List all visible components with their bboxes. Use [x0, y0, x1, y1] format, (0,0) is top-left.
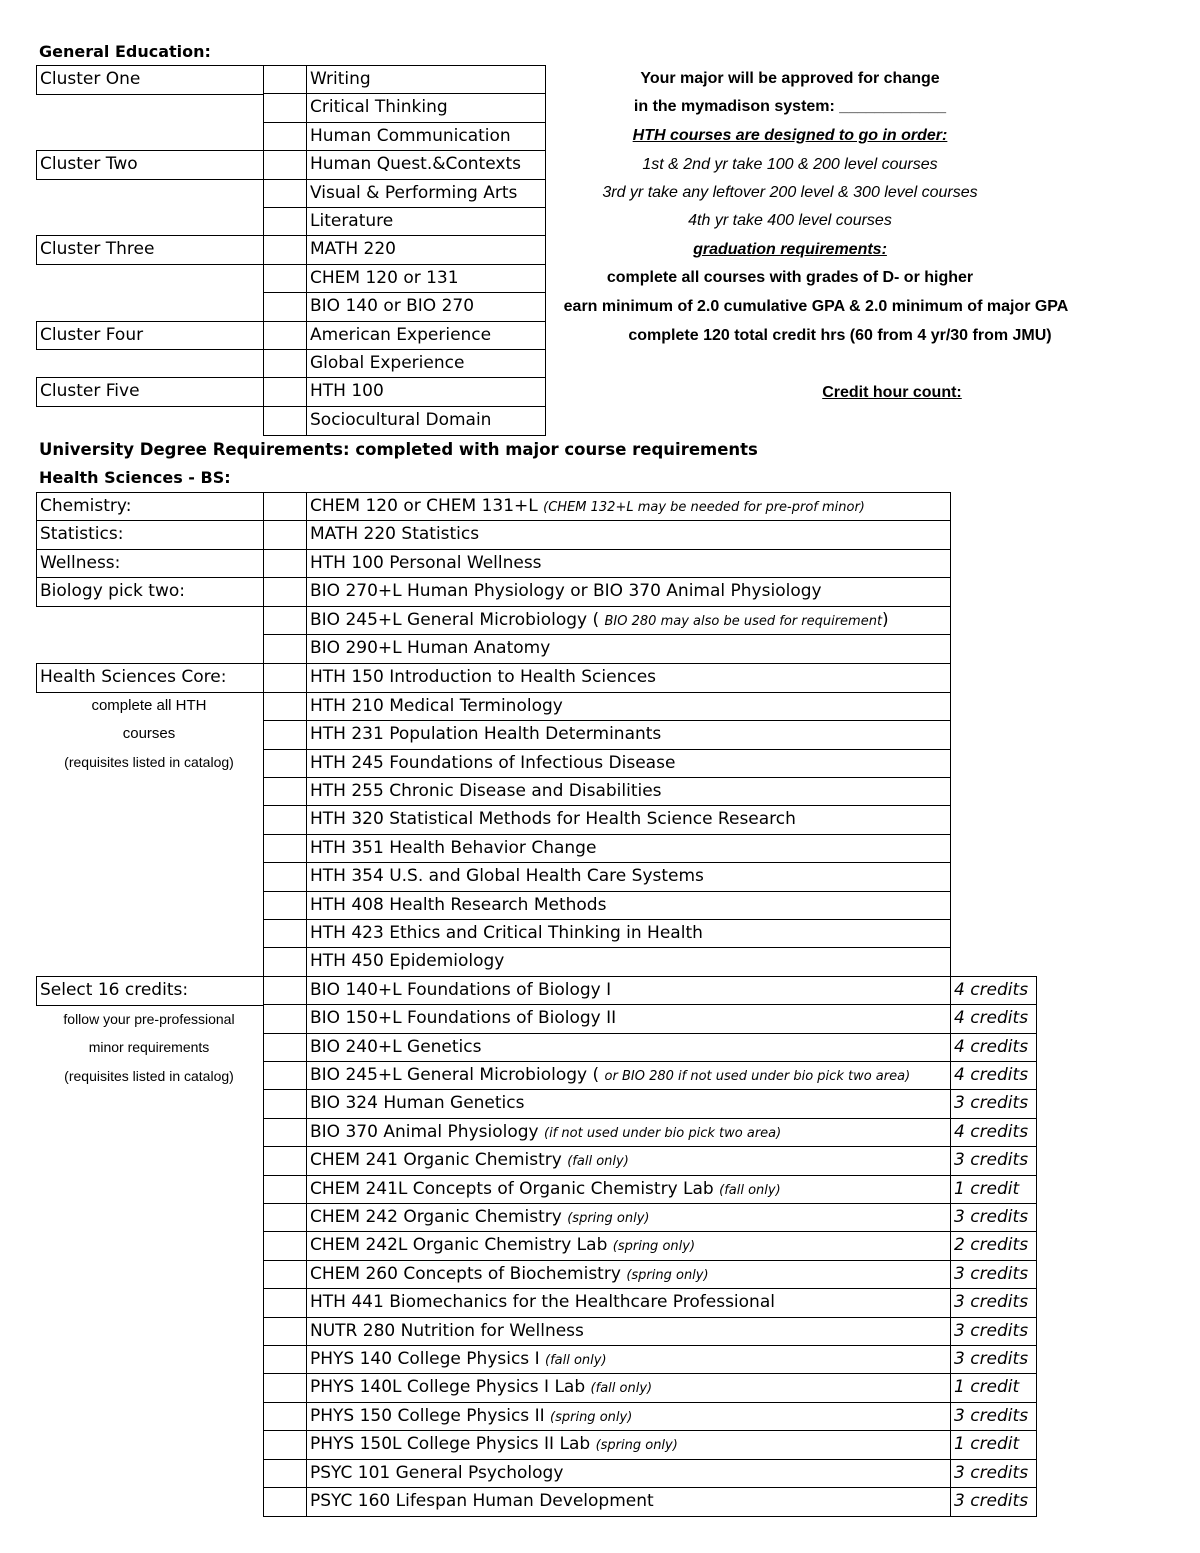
course-note: (spring only)	[612, 1239, 696, 1255]
course-name: CHEM 241L Concepts of Organic Chemistry Lab	[310, 1178, 714, 1199]
credit-value: 3 credits	[950, 1089, 1037, 1119]
check-box-cell	[263, 1288, 307, 1318]
check-box-cell	[263, 1260, 307, 1290]
major-course	[306, 549, 951, 579]
elective-course	[306, 1175, 951, 1205]
core-course	[306, 720, 951, 750]
check-box-cell	[263, 1373, 307, 1403]
core-course	[306, 805, 951, 835]
course-name: HTH 210 Medical Terminology	[310, 695, 563, 716]
check-box-cell	[263, 976, 307, 1006]
check-box-cell	[263, 919, 307, 949]
elective-course	[306, 1430, 951, 1460]
check-box-cell	[263, 663, 307, 693]
credit-value: 3 credits	[950, 1487, 1037, 1517]
elective-course	[306, 1118, 951, 1148]
course-name: BIO 324 Human Genetics	[310, 1093, 525, 1114]
major-course	[306, 577, 951, 607]
course-name: HTH 450 Epidemiology	[310, 951, 505, 972]
check-box-cell	[263, 377, 307, 407]
course-note: (fall only)	[545, 1353, 607, 1368]
elective-course	[306, 1402, 951, 1432]
elective-course	[306, 1033, 951, 1063]
core-course	[306, 749, 951, 779]
check-box-cell	[263, 292, 307, 322]
elective-course	[306, 1146, 951, 1176]
check-box-cell	[263, 1203, 307, 1233]
gen-ed-course: Human Communication	[306, 122, 546, 152]
check-box-cell	[263, 1317, 307, 1347]
course-name: MATH 220 Statistics	[310, 524, 480, 545]
check-box-cell	[263, 1061, 307, 1091]
check-box-cell	[263, 1089, 307, 1119]
core-course	[306, 862, 951, 892]
gen-ed-cluster-label: Cluster Two	[36, 150, 264, 180]
check-box-cell	[263, 122, 307, 152]
elective-course	[306, 1231, 951, 1261]
elective-course	[306, 1459, 951, 1489]
order-line-2: 3rd yr take any leftover 200 level & 300 level courses	[602, 184, 978, 201]
credit-value: 3 credits	[950, 1260, 1037, 1290]
check-box-cell	[263, 749, 307, 779]
core-course	[306, 947, 951, 977]
course-name: PHYS 150L College Physics II Lab	[310, 1434, 591, 1455]
elective-course	[306, 976, 951, 1006]
elective-course	[306, 1061, 951, 1091]
course-note: (fall only)	[719, 1182, 781, 1198]
order-line-1: 1st & 2nd yr take 100 & 200 level courses	[642, 156, 938, 173]
grad-line-1: complete all courses with grades of D- or higher	[606, 269, 974, 286]
major-course	[306, 520, 951, 550]
check-box-cell	[263, 777, 307, 807]
course-name: HTH 231 Population Health Determinants	[310, 724, 662, 745]
gen-ed-course: HTH 100	[306, 377, 546, 407]
elective-course	[306, 1288, 951, 1318]
core-side-line-3: (requisites listed in catalog)	[64, 754, 234, 770]
course-name: PSYC 160 Lifespan Human Development	[310, 1491, 654, 1511]
check-box-cell	[263, 1118, 307, 1148]
check-box-cell	[263, 947, 307, 977]
elective-course	[306, 1345, 951, 1375]
gen-ed-course: Global Experience	[306, 349, 546, 379]
gen-ed-course: MATH 220	[306, 235, 546, 265]
requirement-label: Wellness:	[36, 549, 264, 579]
check-box-cell	[263, 264, 307, 294]
course-note: (fall only)	[567, 1154, 629, 1170]
grad-heading: graduation requirements:	[693, 241, 887, 258]
check-box-cell	[263, 1402, 307, 1432]
course-name: HTH 351 Health Behavior Change	[310, 837, 597, 858]
check-box-cell	[263, 321, 307, 351]
check-box-cell	[263, 634, 307, 664]
university-requirements: University Degree Requirements: completed with major course requirements	[39, 440, 758, 459]
health-sciences-title: Health Sciences - BS:	[39, 468, 231, 487]
approval-line-2: in the mymadison system: ____________	[633, 98, 947, 115]
grad-line-2: earn minimum of 2.0 cumulative GPA & 2.0 minimum of major GPA	[563, 298, 1069, 315]
course-name: HTH 441 Biomechanics for the Healthcare Professional	[310, 1292, 775, 1313]
course-note: (spring only)	[626, 1267, 709, 1283]
electives-side-line-1: follow your pre-professional	[63, 1011, 235, 1027]
course-name: BIO 245+L General Microbiology (	[310, 1065, 600, 1085]
course-name: PHYS 150 College Physics II	[310, 1405, 545, 1426]
course-name: CHEM 242 Organic Chemistry	[310, 1207, 562, 1227]
credit-hour-count: Credit hour count:	[822, 384, 962, 401]
major-course	[306, 606, 951, 636]
course-name: NUTR 280 Nutrition for Wellness	[310, 1320, 584, 1341]
course-name: BIO 150+L Foundations of Biology II	[310, 1008, 617, 1029]
core-course	[306, 692, 951, 722]
check-box-cell	[263, 1175, 307, 1205]
check-box-cell	[263, 1487, 307, 1517]
order-heading: HTH courses are designed to go in order:	[632, 127, 948, 144]
core-course	[306, 891, 951, 921]
gen-ed-cluster-label: Cluster Three	[36, 235, 264, 265]
check-box-cell	[263, 891, 307, 921]
check-box-cell	[263, 549, 307, 579]
course-name: HTH 255 Chronic Disease and Disabilities	[310, 781, 662, 801]
core-course	[306, 834, 951, 864]
core-side-line-2: courses	[122, 725, 176, 742]
major-course	[306, 634, 951, 664]
check-box-cell	[263, 1345, 307, 1375]
check-box-cell	[263, 150, 307, 180]
elective-course	[306, 1373, 951, 1403]
gen-ed-course: CHEM 120 or 131	[306, 264, 546, 294]
gen-ed-title: General Education:	[39, 42, 211, 61]
elective-course	[306, 1203, 951, 1233]
elective-course	[306, 1260, 951, 1290]
course-note: (CHEM 132+L may be needed for pre-prof minor)	[543, 500, 865, 515]
credit-value: 4 credits	[950, 1118, 1037, 1148]
requirement-label: Statistics:	[36, 520, 264, 550]
course-name: BIO 245+L General Microbiology (	[310, 609, 600, 630]
credit-value: 3 credits	[950, 1146, 1037, 1176]
check-box-cell	[263, 349, 307, 379]
check-box-cell	[263, 805, 307, 835]
check-box-cell	[263, 692, 307, 722]
check-box-cell	[263, 207, 307, 237]
credit-value: 3 credits	[950, 1345, 1037, 1375]
order-line-3: 4th yr take 400 level courses	[688, 212, 892, 229]
course-name: CHEM 242L Organic Chemistry Lab	[310, 1235, 608, 1256]
check-box-cell	[263, 520, 307, 550]
course-name: HTH 423 Ethics and Critical Thinking in Health	[310, 923, 703, 943]
course-note: (spring only)	[595, 1438, 678, 1454]
credit-value: 3 credits	[950, 1317, 1037, 1347]
credit-value: 4 credits	[950, 1033, 1037, 1063]
course-name: HTH 245 Foundations of Infectious Disease	[310, 752, 676, 773]
credit-value: 4 credits	[950, 976, 1037, 1006]
check-box-cell	[263, 1430, 307, 1460]
credit-value: 4 credits	[950, 1061, 1037, 1091]
course-name: CHEM 241 Organic Chemistry	[310, 1150, 562, 1171]
credit-value: 3 credits	[950, 1203, 1037, 1233]
check-box-cell	[263, 1459, 307, 1489]
course-name: BIO 240+L Genetics	[310, 1036, 482, 1057]
elective-course	[306, 1317, 951, 1347]
course-name: PHYS 140 College Physics I	[310, 1349, 540, 1369]
course-name: BIO 290+L Human Anatomy	[310, 638, 551, 658]
credit-value: 2 credits	[950, 1231, 1037, 1261]
gen-ed-course: Sociocultural Domain	[306, 406, 546, 436]
course-name: HTH 150 Introduction to Health Sciences	[310, 667, 657, 688]
gen-ed-course: Visual & Performing Arts	[306, 179, 546, 209]
check-box-cell	[263, 577, 307, 607]
check-box-cell	[263, 492, 307, 522]
requirement-label: Biology pick two:	[36, 577, 264, 607]
electives-side-line-2: minor requirements	[88, 1039, 210, 1055]
gen-ed-course: American Experience	[306, 321, 546, 351]
core-label: Health Sciences Core:	[36, 663, 264, 693]
gen-ed-course: Human Quest.&Contexts	[306, 150, 546, 180]
course-name: HTH 100 Personal Wellness	[310, 552, 542, 573]
gen-ed-course: Literature	[306, 207, 546, 237]
elective-course	[306, 1089, 951, 1119]
major-course	[306, 492, 951, 522]
course-name: PSYC 101 General Psychology	[310, 1462, 564, 1483]
gen-ed-course: Critical Thinking	[306, 93, 546, 123]
course-note: (spring only)	[567, 1211, 650, 1226]
requirement-label: Chemistry:	[36, 492, 264, 522]
core-course	[306, 663, 951, 693]
check-box-cell	[263, 834, 307, 864]
check-box-cell	[263, 179, 307, 209]
check-box-cell	[263, 65, 307, 95]
check-box-cell	[263, 406, 307, 436]
check-box-cell	[263, 1231, 307, 1261]
grad-line-3: complete 120 total credit hrs (60 from 4 yr/30 from JMU)	[628, 327, 1052, 344]
core-course	[306, 919, 951, 949]
approval-line-1: Your major will be approved for change	[640, 70, 940, 87]
check-box-cell	[263, 93, 307, 123]
course-name: HTH 354 U.S. and Global Health Care Systems	[310, 866, 704, 887]
check-box-cell	[263, 235, 307, 265]
course-name: BIO 140+L Foundations of Biology I	[310, 979, 612, 1000]
course-note: (spring only)	[550, 1409, 633, 1425]
course-name: BIO 370 Animal Physiology	[310, 1121, 539, 1142]
credit-value: 3 credits	[950, 1402, 1037, 1432]
elective-course	[306, 1004, 951, 1034]
course-note: BIO 280 may also be used for requirement	[604, 613, 883, 629]
electives-side-line-3: (requisites listed in catalog)	[64, 1068, 234, 1084]
course-name: CHEM 260 Concepts of Biochemistry	[310, 1263, 621, 1284]
check-box-cell	[263, 1033, 307, 1063]
course-name: HTH 320 Statistical Methods for Health Science Research	[310, 809, 796, 830]
check-box-cell	[263, 606, 307, 636]
gen-ed-course: Writing	[306, 65, 546, 95]
course-name: BIO 270+L Human Physiology or BIO 370 Animal Physiology	[310, 581, 822, 602]
credit-value: 3 credits	[950, 1459, 1037, 1489]
electives-label: Select 16 credits:	[36, 976, 264, 1006]
check-box-cell	[263, 1004, 307, 1034]
core-side-line-1: complete all HTH	[91, 697, 207, 714]
credit-value: 1 credit	[950, 1430, 1037, 1460]
gen-ed-cluster-label: Cluster Five	[36, 377, 264, 407]
check-box-cell	[263, 1146, 307, 1176]
elective-course	[306, 1487, 951, 1517]
course-suffix: )	[882, 609, 889, 630]
course-note: (fall only)	[590, 1381, 653, 1397]
gen-ed-cluster-label: Cluster Four	[36, 321, 264, 351]
course-note: (if not used under bio pick two area)	[544, 1125, 782, 1141]
course-note: or BIO 280 if not used under bio pick two area)	[604, 1069, 911, 1084]
course-name: CHEM 120 or CHEM 131+L	[310, 496, 538, 516]
gen-ed-cluster-label: Cluster One	[36, 65, 264, 95]
credit-value: 4 credits	[950, 1004, 1037, 1034]
credit-value: 3 credits	[950, 1288, 1037, 1318]
credit-value: 1 credit	[950, 1175, 1037, 1205]
course-name: PHYS 140L College Physics I Lab	[310, 1377, 586, 1398]
course-name: HTH 408 Health Research Methods	[310, 894, 607, 915]
core-course	[306, 777, 951, 807]
gen-ed-course: BIO 140 or BIO 270	[306, 292, 546, 322]
check-box-cell	[263, 862, 307, 892]
credit-value: 1 credit	[950, 1373, 1037, 1403]
check-box-cell	[263, 720, 307, 750]
